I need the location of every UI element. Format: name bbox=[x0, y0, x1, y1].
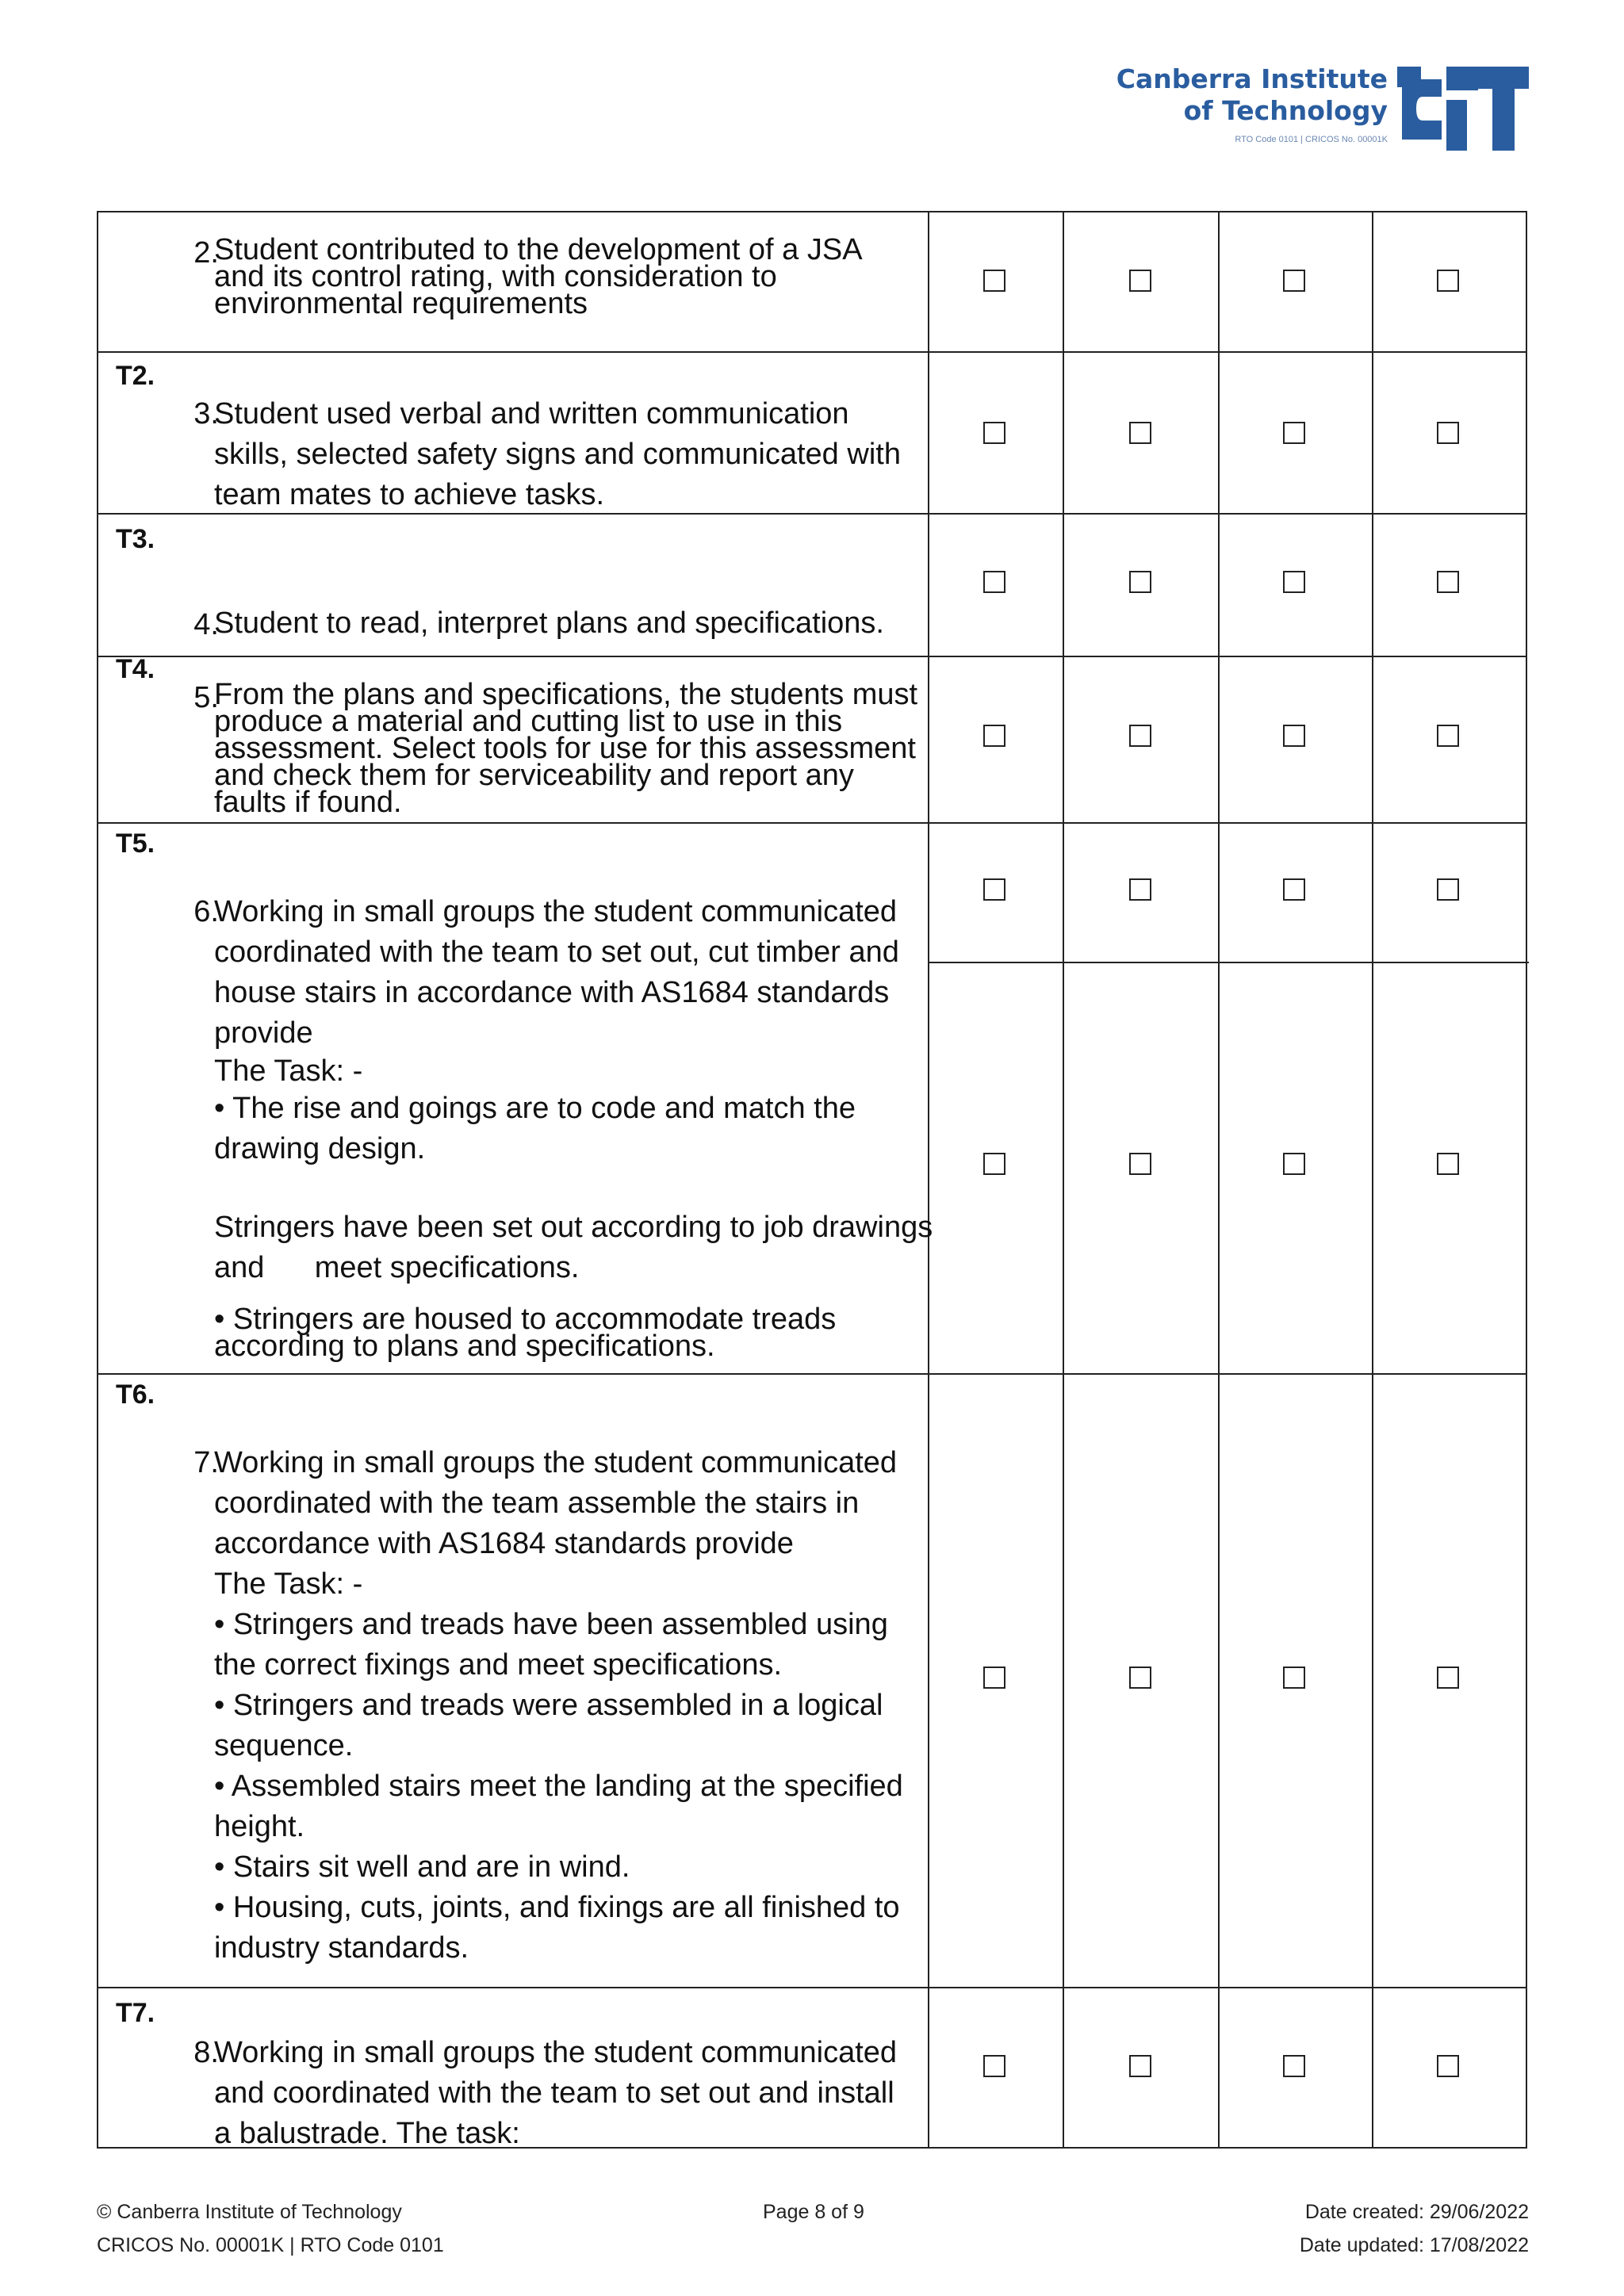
checkbox[interactable] bbox=[1437, 2055, 1459, 2077]
table-row bbox=[98, 654, 1526, 824]
footer-date-updated: Date updated: 17/08/2022 bbox=[1299, 2234, 1529, 2256]
logo-line2: of Technology bbox=[1183, 95, 1388, 126]
table-row bbox=[98, 1375, 1526, 1988]
item-text: From the plans and specifications, the students must produce a material and cutting list to use in this assessment. Select tools for use for this assessment and check them for serviceability and report any faults if found. bbox=[214, 678, 918, 819]
checkbox[interactable] bbox=[1437, 422, 1459, 444]
checkbox[interactable] bbox=[983, 878, 1005, 901]
item-text: Student contributed to the development of a JSA and its control rating, with consideration to environmental requirements bbox=[214, 233, 863, 320]
checkbox[interactable] bbox=[1129, 571, 1151, 593]
checkbox[interactable] bbox=[1283, 2055, 1305, 2077]
checkbox[interactable] bbox=[983, 725, 1005, 747]
checkbox[interactable] bbox=[983, 2055, 1005, 2077]
checkbox[interactable] bbox=[1283, 1667, 1305, 1689]
checkbox[interactable] bbox=[1129, 1667, 1151, 1689]
item-text: Working in small groups the student communicated and coordinated with the team to set out and install a balustrade. The task: bbox=[214, 2036, 898, 2150]
item-text: Working in small groups the student communicated coordinated with the team to set out, cut timber and house stairs in accordance with AS1684 standards provide The Task: - • The rise and goings are to code and match the drawing design. Stringers have been set out according to job drawings and meet specifications. • Stringers are housed to accommodate treads according to plans and specifications. bbox=[214, 895, 933, 1363]
checkbox[interactable] bbox=[1129, 725, 1151, 747]
checkbox[interactable] bbox=[1129, 878, 1151, 901]
table-row bbox=[98, 515, 1526, 657]
footer-copyright: © Canberra Institute of Technology bbox=[97, 2201, 402, 2223]
item-text: Student used verbal and written communication skills, selected safety signs and communicated with team mates to achieve tasks. bbox=[214, 397, 901, 511]
item-number: 7. bbox=[193, 1446, 219, 1479]
row-subdivider bbox=[928, 962, 1529, 963]
checkbox[interactable] bbox=[1437, 571, 1459, 593]
checkbox[interactable] bbox=[1283, 422, 1305, 444]
item-number: 2. bbox=[193, 236, 219, 270]
checkbox[interactable] bbox=[1283, 571, 1305, 593]
assessment-checklist-table bbox=[97, 211, 1527, 2149]
checkbox[interactable] bbox=[1437, 878, 1459, 901]
item-number: 5. bbox=[193, 681, 219, 714]
item-number: 4. bbox=[193, 608, 219, 641]
checkbox[interactable] bbox=[983, 270, 1005, 292]
table-row bbox=[98, 1988, 1526, 2150]
checkbox[interactable] bbox=[1437, 270, 1459, 292]
logo-line1: Canberra Institute bbox=[1116, 63, 1388, 94]
task-label: T7. bbox=[116, 1998, 155, 2028]
checkbox[interactable] bbox=[1437, 1153, 1459, 1175]
table-row bbox=[98, 353, 1526, 515]
checkbox[interactable] bbox=[1129, 270, 1151, 292]
checkbox[interactable] bbox=[1283, 270, 1305, 292]
checkbox[interactable] bbox=[1283, 878, 1305, 901]
item-number: 6. bbox=[193, 895, 219, 928]
checkbox[interactable] bbox=[983, 422, 1005, 444]
checkbox[interactable] bbox=[1129, 2055, 1151, 2077]
checkbox[interactable] bbox=[1283, 725, 1305, 747]
table-row bbox=[98, 212, 1526, 353]
checkbox[interactable] bbox=[1437, 1667, 1459, 1689]
checkbox[interactable] bbox=[1129, 1153, 1151, 1175]
footer-date-created: Date created: 29/06/2022 bbox=[1304, 2201, 1529, 2223]
footer-cricos: CRICOS No. 00001K | RTO Code 0101 bbox=[97, 2234, 444, 2256]
checkbox[interactable] bbox=[1437, 725, 1459, 747]
checkbox[interactable] bbox=[1129, 422, 1151, 444]
task-label: T2. bbox=[116, 361, 155, 391]
checkbox[interactable] bbox=[983, 1153, 1005, 1175]
checkbox[interactable] bbox=[983, 571, 1005, 593]
checkbox[interactable] bbox=[983, 1667, 1005, 1689]
task-label: T6. bbox=[116, 1380, 155, 1410]
item-text: Student to read, interpret plans and specifications. bbox=[214, 607, 884, 640]
checkbox[interactable] bbox=[1283, 1153, 1305, 1175]
cit-logo-mark bbox=[1396, 65, 1530, 152]
logo-small-print: RTO Code 0101 | CRICOS No. 00001K bbox=[1235, 135, 1388, 144]
item-number: 3. bbox=[193, 397, 219, 430]
footer-page-number: Page 8 of 9 bbox=[763, 2201, 864, 2223]
task-label: T5. bbox=[116, 828, 155, 859]
cit-logo bbox=[1116, 59, 1530, 162]
item-text: Working in small groups the student communicated coordinated with the team assemble the stairs in accordance with AS1684 standards provide The Task: - • Stringers and treads have been assembled using the correct fixings and meet specifications. • Stringers and treads were assembled in a logical sequence. • Assembled stairs meet the landing at the specified height. • Stairs sit well and are in wind. • Housing, cuts, joints, and fixings are all finished to industry standards. bbox=[214, 1446, 903, 1965]
table-row bbox=[98, 824, 1526, 1375]
task-label: T4. bbox=[116, 654, 155, 684]
item-number: 8. bbox=[193, 2036, 219, 2069]
task-label: T3. bbox=[116, 524, 155, 554]
